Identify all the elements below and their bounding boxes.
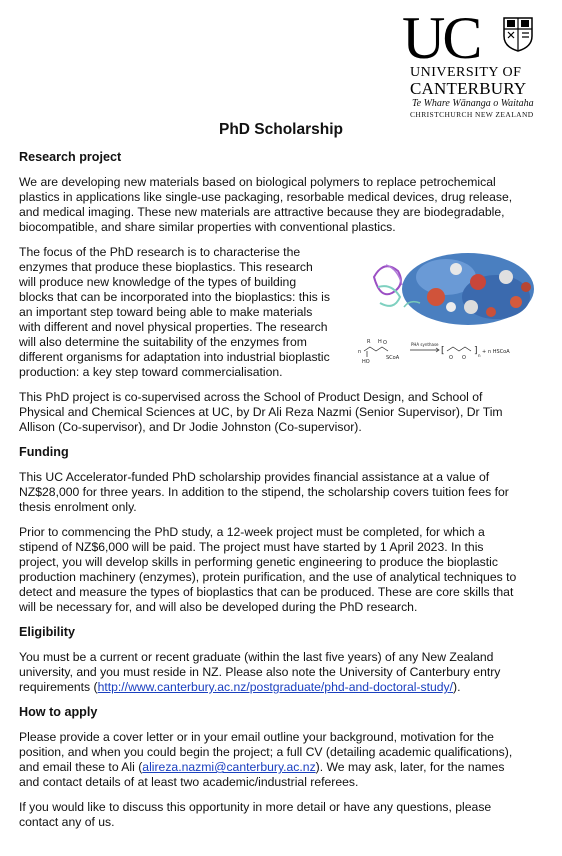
funding-heading: Funding bbox=[19, 445, 69, 459]
enzyme-label: PHA synthase bbox=[411, 342, 439, 347]
research-paragraph-2: The focus of the PhD research is to characterise the enzymes that produce these bioplastics. This research will produce new knowledge of the types of building blocks that can be incorporated into the bioplastics: this is an important step toward being able to make materials with different and novel physical properties. The research will also determine the suitability of the enzymes from different organisms for adaptation into industrial bioplastic production: a key step toward commercialisation. bbox=[19, 245, 330, 379]
research-paragraph-1: We are developing new materials based on biological polymers to replace petrochemical plastics in applications like single-use packaging, resorbable medical devices, drug release, and medical imaging. These new materials are attractive because they are biodegradable, biocompatible, and share similar properties with conventional plastics. bbox=[19, 175, 513, 234]
university-logo bbox=[402, 5, 552, 120]
reaction-scheme bbox=[358, 339, 510, 365]
protein-structure-image bbox=[374, 253, 534, 325]
research-paragraph-3: This PhD project is co-supervised across the School of Product Design, and School of Physical and Chemical Sciences at UC, by Dr Ali Reza Nazmi (Senior Supervisor), Dr Tim Allison (Co-supervisor), and Dr Jodie Johnston (Co-supervisor). bbox=[19, 390, 503, 434]
funding-paragraph-1: This UC Accelerator-funded PhD scholarship provides financial assistance at a value of NZ$28,000 for three years. In addition to the stipend, the scholarship covers tuition fees for thesis enrolment only. bbox=[19, 470, 509, 514]
funding-section bbox=[19, 445, 544, 615]
product-label: n HSCoA bbox=[488, 349, 510, 355]
svg-text:[: [ bbox=[441, 346, 445, 356]
logo-maori-name: Te Whare Wānanga o Waitaha bbox=[412, 98, 534, 109]
eligibility-text-end: ). bbox=[453, 680, 461, 694]
funding-paragraph-2: Prior to commencing the PhD study, a 12-week project must be completed, for which a stipend of NZ$6,000 will be paid. The project must have started by 1 April 2023. In this project, you will develop skills in performing genetic engineering to produce the bioplastic production machinery (enzymes), protein purification, and the use of analytical techniques to detect and measure the types of bioplastics that can be produced. These are core skills that will be necessary for, and will also be developed during the PhD research. bbox=[19, 525, 517, 614]
svg-text:n: n bbox=[478, 353, 481, 358]
apply-text-start: Please provide a cover letter or in your email outline your background, motivation for the position, and when you could begin the project; a full CV (detailing academic qualifications), and email these to Ali ( bbox=[19, 730, 513, 774]
crest-icon bbox=[502, 16, 534, 52]
apply-paragraph-1 bbox=[19, 730, 544, 790]
svg-text:H: H bbox=[378, 339, 382, 345]
logo-letters: UC bbox=[402, 5, 480, 71]
document-body bbox=[19, 150, 544, 840]
svg-text:O: O bbox=[462, 355, 466, 361]
contact-email-link[interactable]: alireza.nazmi@canterbury.ac.nz bbox=[142, 760, 316, 774]
svg-text:HO: HO bbox=[362, 359, 370, 365]
page-title: PhD Scholarship bbox=[218, 121, 344, 138]
research-wrap bbox=[19, 245, 544, 380]
apply-text-end: ). We may ask, later, for the names and contact details of at least two academic/industrial referees. bbox=[19, 760, 505, 789]
logo-line-2: CANTERBURY bbox=[410, 79, 527, 98]
apply-section bbox=[19, 705, 544, 830]
svg-text:+: + bbox=[482, 349, 487, 355]
svg-text:O: O bbox=[383, 340, 387, 346]
research-heading: Research project bbox=[19, 150, 122, 164]
svg-text:O: O bbox=[449, 355, 453, 361]
cofactor-label: SCoA bbox=[386, 355, 400, 361]
svg-text:]: ] bbox=[474, 346, 478, 356]
eligibility-text-start: You must be a current or recent graduate (within the last five years) of any New Zealand university, and you must reside in NZ. Please also note the University of Canterbury entry requirements ( bbox=[19, 650, 501, 694]
svg-text:R: R bbox=[367, 339, 371, 345]
research-section bbox=[19, 150, 544, 435]
logo-line-1: UNIVERSITY OF bbox=[410, 65, 522, 80]
apply-heading: How to apply bbox=[19, 705, 98, 719]
eligibility-paragraph bbox=[19, 650, 544, 695]
entry-requirements-link[interactable]: http://www.canterbury.ac.nz/postgraduate/phd-and-doctoral-study/ bbox=[97, 680, 454, 694]
apply-paragraph-2: If you would like to discuss this opportunity in more detail or have any questions, please contact any of us. bbox=[19, 800, 492, 829]
eligibility-heading: Eligibility bbox=[19, 625, 75, 639]
logo-city: CHRISTCHURCH NEW ZEALAND bbox=[410, 110, 534, 119]
enzyme-figure bbox=[356, 247, 546, 372]
svg-text:n: n bbox=[358, 349, 362, 355]
eligibility-section bbox=[19, 625, 544, 695]
